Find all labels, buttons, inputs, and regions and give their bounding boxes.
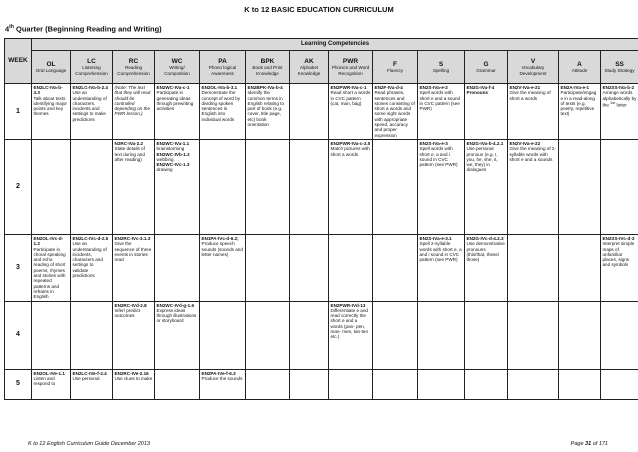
col-header-rc: RC Reading Comprehension [113, 51, 155, 84]
col-header-a: A Attitude [559, 51, 601, 84]
cell-pwr-3 [329, 234, 373, 301]
cell-rc-2: N2RC-IVa-2.2 State details of text during and after reading) [113, 139, 155, 234]
cell-s-1: EN2S-IVa-e-2 Spell words with short e and a sound in CVC pattern (see PWR) [418, 84, 465, 140]
col-header-v: V Vocabulary Development [508, 51, 559, 84]
table-row [5, 139, 638, 234]
cell-pa-1: EN2OL-IVa-b-3.1 Demonstrate the concept of word by dividing spoken sentences in English into individual words [200, 84, 246, 140]
cell-pa-5: EN2PA-IVe-f-6.3 Produce the sounds [200, 369, 246, 399]
cell-ak-3 [290, 234, 329, 301]
cell-g-5 [465, 369, 508, 399]
cell-ss-1: EN2SS-IVa-b-2 Arrange words alphabetically by the $^{1st}$ letter [601, 84, 638, 140]
competencies-header: Learning Competencies [32, 39, 638, 51]
cell-ak-2 [290, 139, 329, 234]
week-header: WEEK [5, 39, 32, 84]
cell-ak-4 [290, 301, 329, 369]
col-header-ol: OL Oral Language [32, 51, 71, 84]
cell-g-1: EN2G-IVa-f-4 Pronouns [465, 84, 508, 140]
cell-pwr-2: EN2PWR-IVa-c-2.0 Match pictures with short a words [329, 139, 373, 234]
cell-wc-2: EN2WC-IVa-1.1 brainstorming EN2WC-IVb-1.2 webbing EN2WC-IVc-1.3 drawing [155, 139, 200, 234]
cell-v-1: EN2V-IVa-e-21 Give the meaning of short a words [508, 84, 559, 140]
cell-g-4 [465, 301, 508, 369]
col-header-ak: AK Alphabet Knowledge [290, 51, 329, 84]
cell-ak-5 [290, 369, 329, 399]
cell-bpk-5 [246, 369, 290, 399]
cell-bpk-3 [246, 234, 290, 301]
col-header-pwr: PWR Phonics and Word Recognition [329, 51, 373, 84]
cell-pa-3: EN1PA-IVc-d-6.2; Produce speech sounds (sounds and letter names) [200, 234, 246, 301]
cell-s-5 [418, 369, 465, 399]
curriculum-table [4, 38, 638, 400]
week-number: 3 [5, 234, 32, 301]
cell-rc-1: (Note: The text that they will read should be controlled depending on the PWR lesson.) [113, 84, 155, 140]
col-header-wc: WC Writing/ Composition [155, 51, 200, 84]
cell-g-2: EN2G-IVa-b-4.2.1 Use personal pronoun (e.g. I, you, he, she, it, we, they) in dialogues [465, 139, 508, 234]
cell-pa-4 [200, 301, 246, 369]
cell-lc-5: EN2LC-IVe-f-2.4 Use personal [71, 369, 113, 399]
cell-s-3: EN2S-IVa-e-3.1 Spell 2-syllable words with short e, a and i sound in CVC pattern (see PWR) [418, 234, 465, 301]
cell-f-1: EN2F-IVa-d-4 Read phrases, sentences and stories consisting of short a words and some sight words with appropriate speed, accuracy and proper expression [373, 84, 418, 140]
cell-a-3 [559, 234, 601, 301]
cell-rc-4: EN2RC-IVd-2.8 Infer/ predict outcomes [113, 301, 155, 369]
cell-f-3 [373, 234, 418, 301]
cell-ss-5 [601, 369, 638, 399]
cell-v-4 [508, 301, 559, 369]
cell-bpk-4 [246, 301, 290, 369]
cell-a-5 [559, 369, 601, 399]
cell-wc-3 [155, 234, 200, 301]
footer-guide-title: K to 12 English Curriculum Guide December 2013 [28, 441, 150, 447]
col-header-ss: SS Study Strategy [601, 51, 638, 84]
cell-lc-4 [71, 301, 113, 369]
cell-f-4 [373, 301, 418, 369]
table-row [5, 369, 638, 399]
cell-pwr-5 [329, 369, 373, 399]
cell-ol-3: EN2OL-IVc-d-1.2 Participate in choral speaking and echo reading of short poems, rhymes and stories with repeated patterns and refrains in English [32, 234, 71, 301]
cell-v-5 [508, 369, 559, 399]
cell-s-4 [418, 301, 465, 369]
cell-bpk-1: EN2BPK-IVa-b-4 Identify the common terms in English relating to part of book (e.g. cover, title page, etc) book orientation [246, 84, 290, 140]
quarter-heading: 4th Quarter (Beginning Reading and Writing) [5, 24, 162, 34]
cell-pa-2 [200, 139, 246, 234]
week-number: 1 [5, 84, 32, 140]
week-number: 5 [5, 369, 32, 399]
cell-lc-2 [71, 139, 113, 234]
cell-v-2: EN2V-IVa-e-22 Give the meaning of 2-syllable words with short e and a sounds [508, 139, 559, 234]
cell-wc-5 [155, 369, 200, 399]
cell-f-2 [373, 139, 418, 234]
cell-pwr-1: EN2PWR-IVa-c-1 Read short a words in CVC pattern (cat, man, bag) [329, 84, 373, 140]
cell-wc-1: EN2WC-IVa-c-1 Participate in generating ideas through prewriting activities [155, 84, 200, 140]
cell-pwr-4: EN2PWR-IVd-13 Differentiate e and read correctly the short e and a words (pan- pen, man- men, tan-ten etc.) [329, 301, 373, 369]
cell-ol-2 [32, 139, 71, 234]
column-header-row [5, 51, 638, 84]
cell-ol-1: EN2LC-IVa-b-3.3 Talk about texts identifying major points and key themes [32, 84, 71, 140]
col-header-bpk: BPK Book and Print Knowledge [246, 51, 290, 84]
cell-bpk-2 [246, 139, 290, 234]
cell-a-4 [559, 301, 601, 369]
cell-s-2: EN2S-IVa-e-3 Spell words with short e, a and i sound in CVC pattern (see PWR) [418, 139, 465, 234]
table-row [5, 234, 638, 301]
cell-f-5 [373, 369, 418, 399]
col-header-s: S Spelling [418, 51, 465, 84]
col-header-f: F Fluency [373, 51, 418, 84]
cell-ss-2 [601, 139, 638, 234]
document-title: K to 12 BASIC EDUCATION CURRICULUM [244, 5, 394, 14]
col-header-lc: LC Listening Comprehension [71, 51, 113, 84]
cell-a-2 [559, 139, 601, 234]
cell-rc-3: EN2RC-IVc-3.1.3 Give the sequence of three events in stories read [113, 234, 155, 301]
cell-ak-1 [290, 84, 329, 140]
footer-page-number: Page 31 of 171 [570, 441, 608, 447]
week-number: 2 [5, 139, 32, 234]
week-number: 4 [5, 301, 32, 369]
cell-rc-5: EN2RC-IVe-2.16 Use clues to make [113, 369, 155, 399]
cell-lc-3: EN2LC-IVc-d-2.5 Use an understanding of incidents, characters and settings to validate predictions [71, 234, 113, 301]
col-header-pa: PA Phono logical Awareness [200, 51, 246, 84]
cell-a-1: EN2A-IVa-e-1 Participate/engage in a read-along of texts (e.g. poetry, repetitive text) [559, 84, 601, 140]
cell-lc-1: EN2LC-IVa-b-2.4 Use an understanding of characters, incidents and settings to make predictions [71, 84, 113, 140]
table-row [5, 84, 638, 140]
cell-wc-4: EN2WC-IVd-g-1.6 Express ideas through illustrations or storyboard [155, 301, 200, 369]
cell-ss-4 [601, 301, 638, 369]
cell-ol-4 [32, 301, 71, 369]
cell-g-3: EN2G-IVc-d-4.2.3 Use demonstrative pronouns (this/that, these/ those) [465, 234, 508, 301]
col-header-g: G Grammar [465, 51, 508, 84]
cell-ol-5: EN2OL-IVe-1.1 Listen and respond to [32, 369, 71, 399]
table-row [5, 301, 638, 369]
cell-v-3 [508, 234, 559, 301]
cell-ss-3: EN2SS-IVc-d-3 Interpret simple maps of unfamiliar places, signs and symbols [601, 234, 638, 301]
